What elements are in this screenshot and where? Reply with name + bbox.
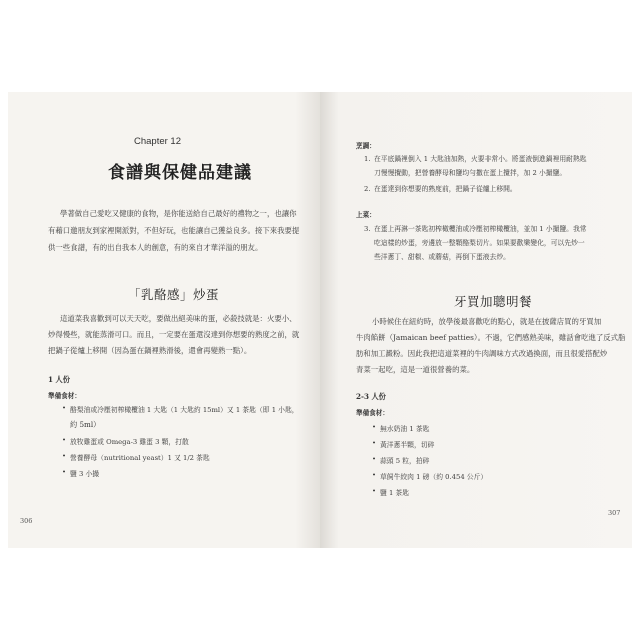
ingredient-eggs: • 放牧雞蛋或 Omega-3 雞蛋 3 顆，打散 xyxy=(70,436,189,446)
prep-label: 烹調： xyxy=(356,142,376,150)
step-3 xyxy=(364,224,614,264)
intro-line-2: 有藉口邀朋友到家裡開派對，不但好玩，也能讓自己獲益良多。接下來我要提 xyxy=(48,226,300,235)
ingredient-oil: • 酪梨油或冷壓初榨橄欖油 1 大匙（1 大匙約 15ml）又 1 茶匙（即 1 小匙， xyxy=(70,404,299,414)
step-2-number: 2. xyxy=(364,185,371,193)
recipe2-desc-line-4: 青菜一起吃，這是一道很營養的菜。 xyxy=(356,365,475,374)
step-3-number: 3. xyxy=(364,225,371,233)
step-3-line-1: 在蛋上再淋一茶匙初榨橄欖油或冷壓初榨橄欖油，並加 1 小撮鹽。我常 xyxy=(374,225,587,233)
page-number-right: 307 xyxy=(608,509,621,517)
recipe1-title: 「乳酪感」炒蛋 xyxy=(128,287,220,302)
recipe2-ingredients-label: 準備食材： xyxy=(356,409,389,417)
step-3-line-3: 些洋蔥丁、甜椒、或蘑菇，再倒下蛋液去炒。 xyxy=(374,253,510,261)
recipe2-title: 牙買加聰明餐 xyxy=(454,294,533,309)
step-2-line-1: 在蛋達到你想要的熟度前，把鍋子從爐上移開。 xyxy=(374,185,517,193)
intro-line-3: 供一些食譜，有的出自我本人的創意，有的來自才華洋溢的朋友。 xyxy=(48,243,263,252)
step-1-line-1: 在平底鍋裡倒入 1 大匙油加熱，火要非常小。將蛋液倒進鍋裡用耐熱匙 xyxy=(374,155,587,163)
ingredient-salt: • 鹽 3 小撮 xyxy=(70,468,99,478)
step-2 xyxy=(364,184,604,196)
chapter-title: 食譜與保健品建議 xyxy=(108,163,252,183)
step-1-number: 1. xyxy=(364,155,371,163)
recipe1-servings: 1 人份 xyxy=(48,375,70,384)
recipe2-desc-line-3: 肪和加工澱粉。因此我把這道菜裡的牛肉調味方式改過換面，而且很愛搭配炒 xyxy=(356,349,608,358)
recipe1-desc-line-3: 把鍋子從爐上移開（因為蛋在鍋裡熟滑後，還會再變熟一點）。 xyxy=(48,346,252,355)
book-spread xyxy=(8,92,632,548)
right-page xyxy=(320,92,632,548)
left-page xyxy=(8,92,320,548)
recipe1-desc-line-1: 這道菜我喜歡到可以天天吃，要做出絕美味的蛋，必殺技就是：火要小、 xyxy=(60,314,297,323)
recipe1-ingredients-label: 準備食材： xyxy=(48,392,81,400)
ingredient-beef: • 草飼牛絞肉 1 磅（約 0.454 公斤） xyxy=(380,471,487,481)
ingredient-garlic: • 蒜頭 5 粒，拍碎 xyxy=(380,455,429,465)
ingredient-oil-cont: 約 5ml） xyxy=(70,420,101,429)
ingredient-onion: • 黃洋蔥半顆，切碎 xyxy=(380,439,434,449)
recipe2-servings: 2-3 人份 xyxy=(356,392,386,401)
page-number-left: 306 xyxy=(20,517,33,525)
recipe1-desc-line-2: 炒得慢些，就能蒸滑可口。而且，一定要在蛋還沒達到你想要的熟度之前，就 xyxy=(48,330,300,339)
ingredient-butter: • 無水奶油 1 茶匙 xyxy=(380,423,429,433)
ingredient-yeast: • 營養酵母（nutritional yeast）1 又 1/2 茶匙 xyxy=(70,452,210,462)
step-1 xyxy=(364,154,604,178)
step-3-line-2: 吃這樣的炒蛋，旁邊放一整顆酪梨切片。如果要歡樂變化，可以先炒一 xyxy=(374,239,585,247)
recipe2-desc-line-2: 牛肉餡餅（Jamaican beef patties）。不過，它們感熟美味，雖話會吃進了反式脂 xyxy=(356,333,626,342)
chapter-label: Chapter 12 xyxy=(134,136,182,147)
ingredient-salt-2: • 鹽 1 茶匙 xyxy=(380,487,409,497)
serve-label: 上菜： xyxy=(356,211,376,219)
recipe2-desc-line-1: 小時候住在紐約時，放學後最喜歡吃的點心，就是在披薩店買的牙買加 xyxy=(372,317,602,326)
intro-line-1: 學著做自己愛吃又健康的食物，是你能送給自己最好的禮物之一，也讓你 xyxy=(60,209,297,218)
step-1-line-2: 刀慢慢攪動，把營養酵母和鹽均勻撒在蛋上攪拌，加 2 小撮鹽。 xyxy=(374,169,567,177)
